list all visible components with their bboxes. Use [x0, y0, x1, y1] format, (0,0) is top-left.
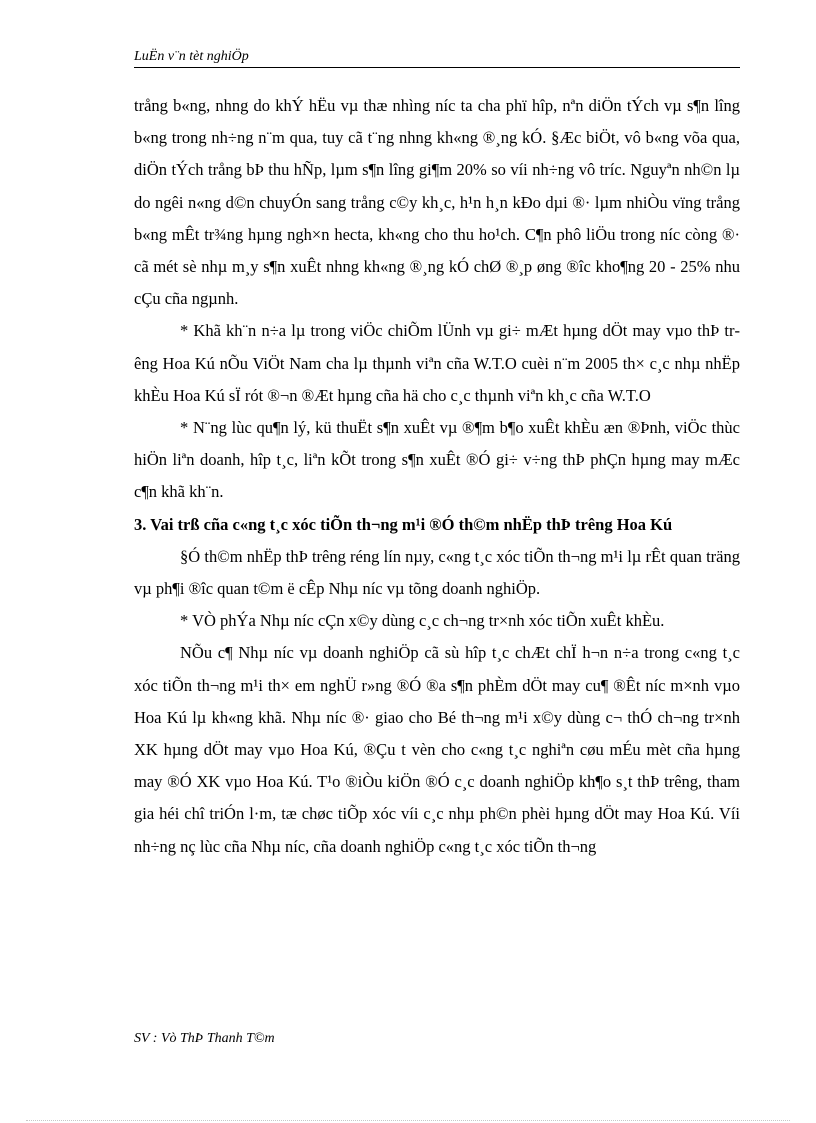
paragraph-state-side: * VÒ phÝa Nhµ níc cÇn x©y dùng c¸c ch¬ng tr×nh xóc tiÕn xuÊt khÈu.	[180, 611, 665, 631]
document-body	[134, 90, 740, 863]
paragraph-management-capacity: * N¨ng lùc qu¶n lý, kü thuËt s¶n xuÊt vµ ®¶m b¶o xuÊt khÈu æn ®Þnh, viÖc thùc hiÖn liªn doanh, hîp t¸c, liªn kÕt trong s¶n xuÊt ®Ó gi÷ v÷ng thÞ phÇn hµng may mÆc c¶n khã kh¨n.	[134, 418, 740, 502]
page-header: LuËn v¨n tèt nghiÖp	[134, 49, 249, 64]
paragraph-continuation: trång b«ng, nhng do khÝ hËu vµ thæ nhìng níc ta cha phï hîp, nªn diÖn tÝch vµ s¶n lîng b«ng trong nh÷ng n¨m qua, tuy cã t¨ng nhng kh«ng ®¸ng kÓ. §Æc biÖt, vô b«ng võa qua, diÖn tÝch trång bÞ thu hÑp, lµm s¶n lîng gi¶m 20% so víi nh÷ng vô tríc. Nguyªn nh©n lµ do ngêi n«ng d©n chuyÓn sang trång c©y kh¸c, h¹n h¸n kÐo dµi ®· lµm nhiÒu vïng trång b«ng mÊt tr¾ng hµng ngh×n hecta, kh«ng cho thu ho¹ch. C¶n phô liÖu trong níc còng ®· cã mét sè nhµ m¸y s¶n xuÊt nhng kh«ng ®¸ng kÓ chØ ®¸p øng ®îc kho¶ng 20 - 25% nhu cÇu cña ngµnh.	[134, 96, 740, 309]
page-footer: SV : Vò ThÞ Thanh T©m	[134, 1031, 275, 1046]
header-divider	[134, 67, 740, 68]
paragraph-cooperation: NÕu c¶ Nhµ níc vµ doanh nghiÖp cã sù hîp t¸c chÆt chÏ h¬n n÷a trong c«ng t¸c xóc tiÕn th¬ng m¹i th× em nghÜ r»ng ®Ó ®a s¶n phÈm dÖt may cu¶ ®Êt níc m×nh vµo Hoa Kú lµ kh«ng khã. Nhµ níc ®· giao cho Bé th¬ng m¹i x©y dùng c¬ thÓ ch¬ng tr×nh XK hµng dÖt may vµo Hoa Kú, ®Çu t vèn cho c«ng t¸c nghiªn cøu mÉu mèt cña hµng may ®Ó XK vµo Hoa Kú. T¹o ®iÒu kiÖn ®Ó c¸c doanh nghiÖp kh¶o s¸t thÞ trêng, tham gia héi chî triÓn l·m, tæ chøc tiÕp xóc víi c¸c nhµ ph©n phèi hµng dÖt may Hoa Kú. Víi nh÷ng nç lùc cña Nhµ níc, cña doanh nghiÖp c«ng t¸c xóc tiÕn th¬ng	[134, 643, 740, 856]
paragraph-difficulty-wto: * Khã kh¨n n÷a lµ trong viÖc chiÕm lÜnh vµ gi÷ mÆt hµng dÖt may vµo thÞ trêng Hoa Kú nÕu ViÖt Nam cha lµ thµnh viªn cña W.T.O cuèi n¨m 2005 th× c¸c nhµ nhËp khÈu Hoa Kú sÏ rót ®¬n ®Æt hµng cña hä cho c¸c thµnh viªn kh¸c cña W.T.O	[134, 321, 740, 405]
page-bottom-edge	[26, 1120, 790, 1121]
section-heading: 3. Vai trß cña c«ng t¸c xóc tiÕn th¬ng m¹i ®Ó th©m nhËp thÞ trêng Hoa Kú	[134, 514, 673, 534]
paragraph-trade-promotion: §Ó th©m nhËp thÞ trêng réng lín nµy, c«ng t¸c xóc tiÕn th¬ng m¹i lµ rÊt quan träng vµ ph¶i ®îc quan t©m ë cÊp Nhµ níc vµ tõng doanh nghiÖp.	[134, 546, 740, 599]
